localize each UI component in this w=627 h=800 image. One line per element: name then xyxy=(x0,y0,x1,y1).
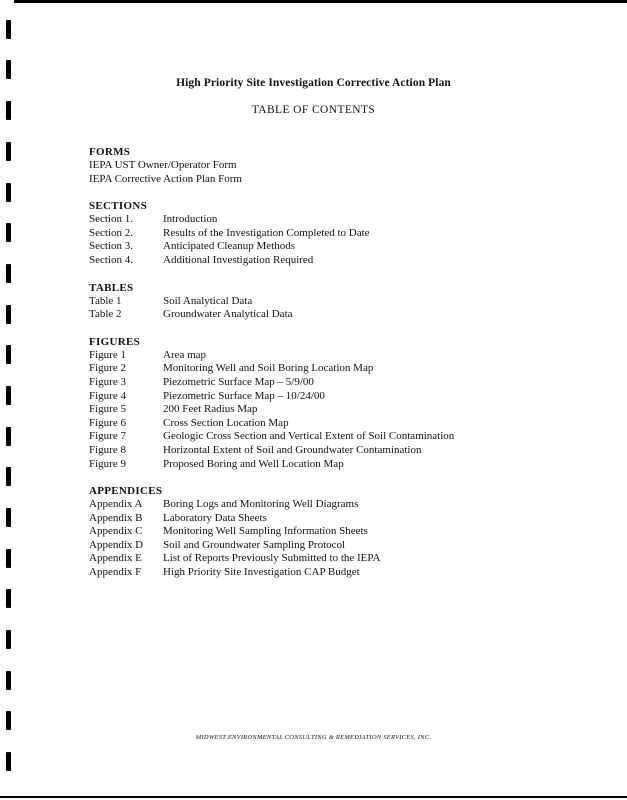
appendix-entry xyxy=(89,539,569,553)
toc-title: TABLE OF CONTENTS xyxy=(251,104,376,116)
section-entry xyxy=(89,213,569,227)
table-entry-label: Table 2 xyxy=(89,308,122,321)
binder-mark xyxy=(6,711,11,730)
form-entry xyxy=(89,173,569,187)
appendix-entry-label: Appendix E xyxy=(89,552,142,565)
appendix-entry-text: Laboratory Data Sheets xyxy=(163,511,267,524)
binder-mark xyxy=(6,508,11,527)
tables-heading: TABLES xyxy=(89,281,134,294)
section-entry-label: Section 2. xyxy=(89,226,133,239)
section-entry-text: Additional Investigation Required xyxy=(163,253,314,266)
section-entry-label: Section 3. xyxy=(89,240,133,253)
table-entry xyxy=(89,308,569,322)
figure-entry-label: Figure 5 xyxy=(89,403,126,416)
figures-heading: FIGURES xyxy=(89,335,140,348)
binder-mark xyxy=(6,345,11,364)
form-entry-text: IEPA UST Owner/Operator Form xyxy=(89,159,237,171)
figure-entry xyxy=(89,417,569,431)
binder-mark xyxy=(6,142,11,161)
figure-entry-text: Proposed Boring and Well Location Map xyxy=(163,457,344,470)
section-entry-label: Section 1. xyxy=(89,213,133,226)
tables-section xyxy=(89,281,569,322)
figure-entry xyxy=(89,403,569,417)
binder-mark xyxy=(6,305,11,324)
figure-entry xyxy=(89,444,569,458)
section-entry xyxy=(89,227,569,241)
appendix-entry xyxy=(89,525,569,539)
figure-entry xyxy=(89,430,569,444)
binder-mark xyxy=(6,386,11,405)
table-entry xyxy=(89,295,569,309)
figure-entry-label: Figure 3 xyxy=(89,375,126,388)
section-entry-text: Introduction xyxy=(163,213,218,226)
figure-entry-label: Figure 4 xyxy=(89,389,126,402)
figures-section xyxy=(89,335,569,471)
binder-mark xyxy=(6,264,11,283)
figure-entry-label: Figure 9 xyxy=(89,457,126,470)
appendix-entry-text: Soil and Groundwater Sampling Protocol xyxy=(163,538,346,551)
table-entry-label: Table 1 xyxy=(89,294,122,307)
appendix-entry-text: Monitoring Well Sampling Information Sheets xyxy=(163,525,368,538)
figure-entry xyxy=(89,362,569,376)
figure-entry xyxy=(89,349,569,363)
figure-entry-label: Figure 7 xyxy=(89,430,126,443)
appendix-entry xyxy=(89,566,569,580)
sections-heading: SECTIONS xyxy=(89,200,148,213)
binder-mark xyxy=(6,630,11,649)
figure-entry-text: Monitoring Well and Soil Boring Location Map xyxy=(163,362,374,375)
section-entry-text: Anticipated Cleanup Methods xyxy=(163,240,295,253)
figure-entry-text: Piezometric Surface Map – 10/24/00 xyxy=(163,389,325,402)
bottom-edge-rule xyxy=(0,796,627,798)
binder-mark xyxy=(6,671,11,690)
form-entry-text: IEPA Corrective Action Plan Form xyxy=(89,172,242,185)
binder-hole-marks xyxy=(6,0,14,800)
figure-entry-label: Figure 1 xyxy=(89,348,126,361)
figure-entry-label: Figure 8 xyxy=(89,443,126,456)
figure-entry-text: Geologic Cross Section and Vertical Extent of Soil Contamination xyxy=(163,430,455,443)
binder-mark xyxy=(6,223,11,242)
figure-entry-text: Area map xyxy=(163,348,207,361)
forms-section xyxy=(89,145,569,186)
binder-mark xyxy=(6,752,11,771)
appendices-heading: APPENDICES xyxy=(89,485,163,498)
binder-mark xyxy=(6,427,11,446)
section-entry xyxy=(89,240,569,254)
figure-entry-label: Figure 2 xyxy=(89,362,126,375)
table-entry-text: Groundwater Analytical Data xyxy=(163,308,293,321)
appendix-entry xyxy=(89,552,569,566)
top-edge-rule xyxy=(14,0,627,3)
figure-entry-text: Cross Section Location Map xyxy=(163,416,289,429)
appendix-entry-label: Appendix D xyxy=(89,538,144,551)
figure-entry-text: Horizontal Extent of Soil and Groundwater Contamination xyxy=(163,443,422,456)
table-entry-text: Soil Analytical Data xyxy=(163,294,253,307)
appendix-entry-text: List of Reports Previously Submitted to the IEPA xyxy=(163,552,381,565)
appendix-entry-label: Appendix F xyxy=(89,566,142,579)
form-entry xyxy=(89,159,569,173)
binder-mark xyxy=(6,549,11,568)
appendix-entry-label: Appendix C xyxy=(89,525,143,538)
figure-entry-text: 200 Feet Radius Map xyxy=(163,403,258,416)
appendix-entry-label: Appendix B xyxy=(89,511,143,524)
figure-entry-label: Figure 6 xyxy=(89,416,126,429)
appendix-entry xyxy=(89,498,569,512)
section-entry-label: Section 4. xyxy=(89,253,133,266)
appendix-entry-text: High Priority Site Investigation CAP Budget xyxy=(163,566,360,579)
toc-body xyxy=(89,145,569,593)
figure-entry xyxy=(89,376,569,390)
binder-mark xyxy=(6,589,11,608)
sections-section xyxy=(89,199,569,267)
section-entry xyxy=(89,254,569,268)
binder-mark xyxy=(6,183,11,202)
document-title: High Priority Site Investigation Corrective Action Plan xyxy=(176,77,451,89)
section-entry-text: Results of the Investigation Completed to Date xyxy=(163,226,370,239)
figure-entry xyxy=(89,458,569,472)
appendix-entry xyxy=(89,512,569,526)
forms-heading: FORMS xyxy=(89,146,131,158)
figure-entry xyxy=(89,390,569,404)
binder-mark xyxy=(6,20,11,39)
binder-mark xyxy=(6,467,11,486)
appendix-entry-text: Boring Logs and Monitoring Well Diagrams xyxy=(163,498,359,511)
company-footer: MIDWEST ENVIRONMENTAL CONSULTING & REMEDIATION SERVICES, INC. xyxy=(195,734,432,741)
appendices-section xyxy=(89,484,569,580)
figure-entry-text: Piezometric Surface Map – 5/9/00 xyxy=(163,375,314,388)
appendix-entry-label: Appendix A xyxy=(89,498,143,511)
